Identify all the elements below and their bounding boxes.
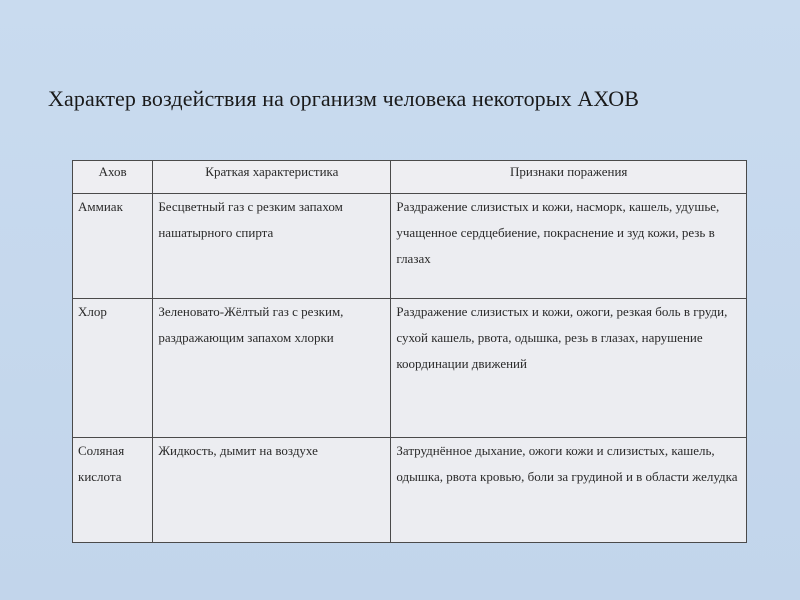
cell-symptoms: Раздражение слизистых и кожи, насморк, кашель, удушье, учащенное сердцебиение, покраснение и зуд кожи, резь в глазах (391, 194, 747, 299)
table-row (73, 438, 747, 543)
hazard-table (72, 160, 747, 543)
header-description: Краткая характеристика (153, 161, 391, 194)
cell-description: Бесцветный газ с резким запахом нашатырного спирта (153, 194, 391, 299)
cell-substance: Аммиак (73, 194, 153, 299)
cell-symptoms: Затруднённое дыхание, ожоги кожи и слизистых, кашель, одышка, рвота кровью, боли за грудиной и в области желудка (391, 438, 747, 543)
cell-symptoms: Раздражение слизистых и кожи, ожоги, резкая боль в груди, сухой кашель, рвота, одышка, резь в глазах, нарушение координации движений (391, 299, 747, 438)
cell-substance: Соляная кислота (73, 438, 153, 543)
slide-title: Характер воздействия на организм человека некоторых АХОВ (48, 86, 639, 111)
cell-description: Зеленовато-Жёлтый газ с резким, раздражающим запахом хлорки (153, 299, 391, 438)
header-symptoms: Признаки поражения (391, 161, 747, 194)
table-row (73, 299, 747, 438)
table-row (73, 194, 747, 299)
table-header-row (73, 161, 747, 194)
cell-substance: Хлор (73, 299, 153, 438)
cell-description: Жидкость, дымит на воздухе (153, 438, 391, 543)
header-substance: Ахов (73, 161, 153, 194)
